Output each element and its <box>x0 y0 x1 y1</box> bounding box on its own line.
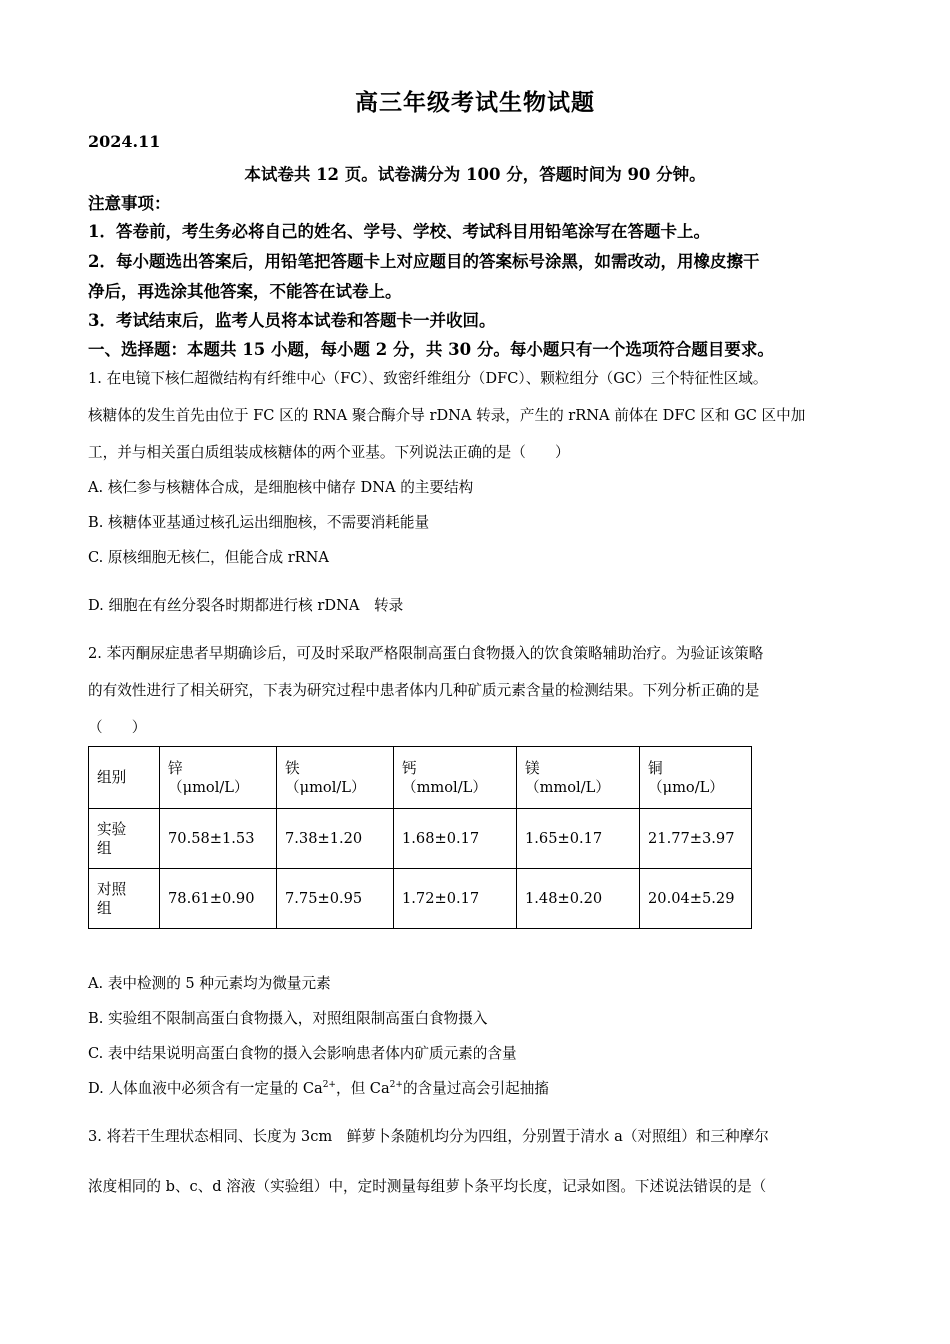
q1-option-c: C. 原核细胞无核仁，但能合成 rRNA <box>88 549 329 566</box>
q2-option-c: C. 表中结果说明高蛋白食物的摄入会影响患者体内矿质元素的含量 <box>88 1045 517 1062</box>
q1-stem-line-3: 工，并与相关蛋白质组装成核糖体的两个亚基。下列说法正确的是（ ） <box>88 444 570 461</box>
page-title: 高三年级考试生物试题 <box>355 89 595 116</box>
exam-date: 2024.11 <box>88 132 161 151</box>
cell-exp-calcium: 1.68±0.17 <box>394 809 517 869</box>
cell-ctl-magnesium: 1.48±0.20 <box>517 869 640 929</box>
exam-intro: 本试卷共 12 页。试卷满分为 100 分，答题时间为 90 分钟。 <box>244 165 706 184</box>
table-row-experimental <box>89 809 752 869</box>
q2-option-d <box>88 1077 549 1098</box>
superscript-charge: 2+ <box>389 1080 403 1091</box>
cell-ctl-zinc: 78.61±0.90 <box>160 869 277 929</box>
header-copper <box>640 747 752 809</box>
table-row-control <box>89 869 752 929</box>
notice-item-1: 1．答卷前，考生务必将自己的姓名、学号、学校、考试科目用铅笔涂写在答题卡上。 <box>88 222 710 241</box>
section-heading: 一、选择题：本题共 15 小题，每小题 2 分，共 30 分。每小题只有一个选项符合题目要求。 <box>88 340 774 359</box>
header-group: 组别 <box>89 747 160 809</box>
header-zinc-unit: （μmol/L） <box>168 778 249 796</box>
header-iron <box>277 747 394 809</box>
cell-ctl-copper: 20.04±5.29 <box>640 869 752 929</box>
q1-option-d: D. 细胞在有丝分裂各时期都进行核 rDNA 转录 <box>88 597 404 614</box>
q2-stem-line-2: 的有效性进行了相关研究，下表为研究过程中患者体内几种矿质元素含量的检测结果。下列分析正确的是 <box>88 682 760 699</box>
cell-exp-zinc: 70.58±1.53 <box>160 809 277 869</box>
q1-stem-line-2: 核糖体的发生首先由位于 FC 区的 RNA 聚合酶介导 rDNA 转录，产生的 rRNA 前体在 DFC 区和 GC 区中加 <box>88 407 806 424</box>
cell-exp-iron: 7.38±1.20 <box>277 809 394 869</box>
cell-ctl-iron: 7.75±0.95 <box>277 869 394 929</box>
header-magnesium-name: 镁 <box>525 759 540 777</box>
cell-exp-magnesium: 1.65±0.17 <box>517 809 640 869</box>
cell-ctl-calcium: 1.72±0.17 <box>394 869 517 929</box>
mineral-table <box>88 746 752 929</box>
row-label-part: 组 <box>97 899 112 917</box>
header-copper-name: 铜 <box>648 759 663 777</box>
header-calcium-unit: （mmol/L） <box>402 778 487 796</box>
q2-option-d-mid: ，但 Ca <box>335 1080 390 1097</box>
q2-option-d-pre: D. 人体血液中必须含有一定量的 Ca <box>88 1080 323 1097</box>
notice-item-3: 3．考试结束后，监考人员将本试卷和答题卡一并收回。 <box>88 311 496 330</box>
q2-option-d-post: 的含量过高会引起抽搐 <box>402 1080 549 1097</box>
header-calcium <box>394 747 517 809</box>
header-zinc <box>160 747 277 809</box>
notice-item-2: 2．每小题选出答案后，用铅笔把答题卡上对应题目的答案标号涂黑，如需改动，用橡皮擦干 <box>88 252 760 271</box>
q3-stem-line-2: 浓度相同的 b、c、d 溶液（实验组）中，定时测量每组萝卜条平均长度，记录如图。下述说法错误的是（ <box>88 1178 767 1195</box>
q2-stem-line-1: 2. 苯丙酮尿症患者早期确诊后，可及时采取严格限制高蛋白食物摄入的饮食策略辅助治疗。为验证该策略 <box>88 645 764 662</box>
q2-stem-line-3: （ ） <box>88 719 147 736</box>
row-label-part: 对照 <box>97 880 127 898</box>
header-copper-unit: （μmo/L） <box>648 778 724 796</box>
q1-option-b: B. 核糖体亚基通过核孔运出细胞核，不需要消耗能量 <box>88 514 430 531</box>
row-label-control <box>89 869 160 929</box>
q1-stem-line-1: 1. 在电镜下核仁超微结构有纤维中心（FC）、致密纤维组分（DFC）、颗粒组分（GC）三个特征性区域。 <box>88 370 768 387</box>
q3-stem-line-1: 3. 将若干生理状态相同、长度为 3cm 鲜萝卜条随机均分为四组，分别置于清水 a（对照组）和三种摩尔 <box>88 1128 769 1145</box>
header-iron-unit: （μmol/L） <box>285 778 366 796</box>
q1-option-a: A. 核仁参与核糖体合成，是细胞核中储存 DNA 的主要结构 <box>88 479 474 496</box>
header-calcium-name: 钙 <box>402 759 417 777</box>
header-zinc-name: 锌 <box>168 759 183 777</box>
row-label-part: 组 <box>97 839 112 857</box>
q2-option-a: A. 表中检测的 5 种元素均为微量元素 <box>88 975 331 992</box>
notice-heading: 注意事项： <box>88 194 171 213</box>
q2-option-b: B. 实验组不限制高蛋白食物摄入，对照组限制高蛋白食物摄入 <box>88 1010 488 1027</box>
superscript-charge: 2+ <box>322 1080 336 1091</box>
notice-item-2-cont: 净后，再选涂其他答案，不能答在试卷上。 <box>88 282 402 301</box>
row-label-experimental <box>89 809 160 869</box>
cell-exp-copper: 21.77±3.97 <box>640 809 752 869</box>
table-header-row <box>89 747 752 809</box>
header-magnesium-unit: （mmol/L） <box>525 778 610 796</box>
header-iron-name: 铁 <box>285 759 300 777</box>
row-label-part: 实验 <box>97 820 127 838</box>
header-magnesium <box>517 747 640 809</box>
